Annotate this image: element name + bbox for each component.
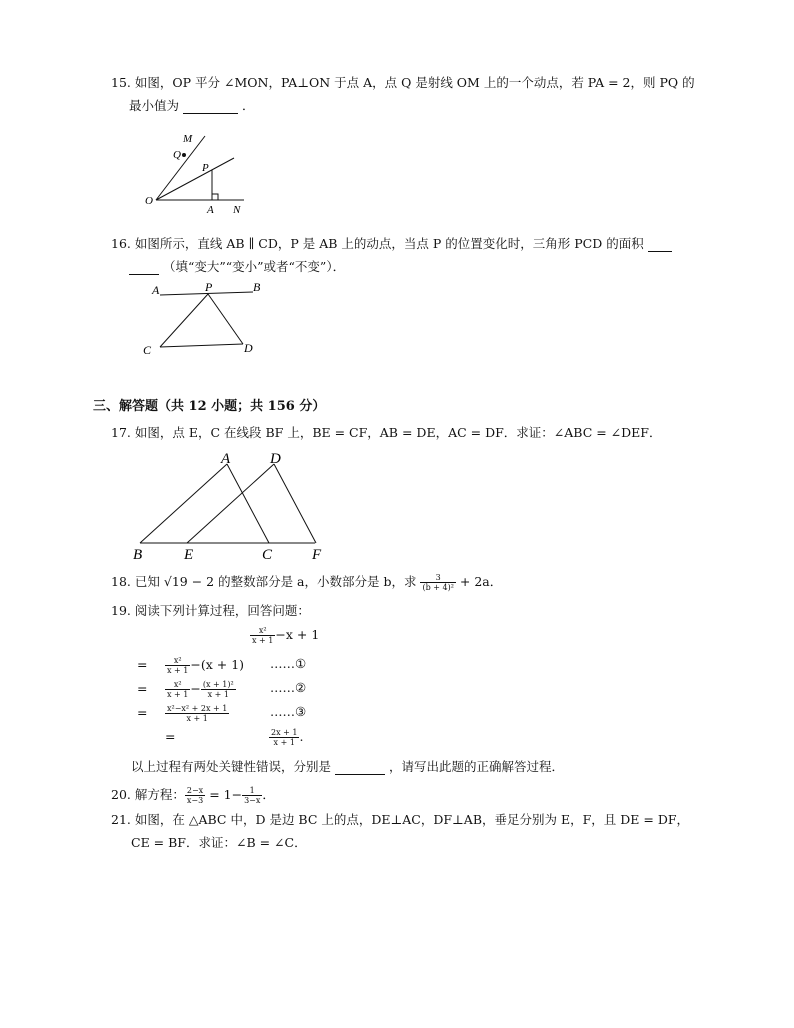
q19-expression	[250, 626, 319, 645]
q19-step1-eq: =	[137, 657, 148, 672]
q20-number: 20.	[111, 787, 131, 802]
q19-step2-num2: (x + 1)²	[202, 680, 234, 689]
q16-label-C: C	[143, 343, 152, 357]
q19-expr-num: x²	[250, 626, 275, 636]
q16-line1	[111, 236, 672, 252]
q18-fraction	[420, 573, 455, 592]
q16-label-D: D	[244, 341, 253, 355]
q19-step3-eq: =	[137, 705, 148, 720]
q19-step4-end: .	[299, 729, 304, 744]
section3-title: 三、解答题（共 12 小题；共 156 分）	[93, 399, 326, 414]
q15-label-N: N	[233, 204, 241, 216]
q16-answer-blank-part1[interactable]	[648, 251, 672, 252]
q19-step4	[165, 728, 303, 747]
q17-text: 如图，点 E，C 在线段 BF 上，BE = CF，AB = DE，AC = DF．求证：∠ABC = ∠DEF．	[134, 425, 662, 440]
q16-figure	[140, 280, 270, 360]
q21-text-line1: 如图，在 △ABC 中，D 是边 BC 上的点，DE⊥AC，DF⊥AB，垂足分别为 E，F，且 DE = DF，	[134, 812, 690, 827]
q15-label-M: M	[183, 133, 193, 145]
q19-step2-num1: x²	[165, 680, 190, 690]
q19-step1-mark: ……①	[270, 656, 307, 671]
q21-line1	[111, 812, 689, 828]
q16-label-P: P	[205, 280, 213, 294]
q18-number: 18.	[111, 574, 131, 589]
q19-step1-num: x²	[165, 656, 190, 666]
q19-step3-num: x²−x² + 2x + 1	[166, 704, 228, 713]
q19-step1	[137, 656, 307, 675]
q19-step4-den: x + 1	[273, 738, 295, 747]
q21-line2: CE = BF．求证：∠B = ∠C．	[131, 835, 307, 850]
q17-label-D: D	[270, 451, 281, 467]
q15-label-P: P	[202, 162, 209, 174]
q17-label-F: F	[312, 547, 322, 563]
q20-num1: 2−x	[186, 786, 204, 795]
q19-question-suffix: ，请写出此题的正确解答过程．	[388, 759, 564, 774]
q19-intro: 阅读下列计算过程，回答问题：	[134, 603, 310, 618]
q16-number: 16.	[111, 236, 131, 251]
q15-line2-prefix: 最小值为	[129, 98, 180, 113]
q19-step2-mark: ……②	[270, 680, 307, 695]
q17-figure	[130, 448, 330, 563]
q20-num2: 1	[242, 786, 262, 796]
q19-step2-den2: x + 1	[207, 690, 229, 699]
q15-number: 15.	[111, 75, 131, 90]
q20-line	[111, 786, 275, 805]
q16-line2-suffix: （填“变大”“变小”或者“不变”）．	[162, 259, 346, 274]
q15-text-line1: 如图，OP 平分 ∠MON，PA⊥ON 于点 A，点 Q 是射线 OM 上的一个动点，若 PA = 2，则 PQ 的	[134, 75, 695, 90]
q17-label-A: A	[221, 451, 231, 467]
q19-question-line	[131, 759, 564, 775]
q17-number: 17.	[111, 425, 131, 440]
q18-prefix: 已知 √19 − 2 的整数部分是 a，小数部分是 b，求	[134, 574, 417, 589]
q19-step1-den: x + 1	[166, 666, 189, 675]
q15-figure	[140, 128, 260, 218]
q15-line2-suffix: ．	[241, 98, 255, 113]
q15-line1	[111, 75, 695, 91]
q19-step4-num: 2x + 1	[270, 728, 298, 737]
q20-prefix: 解方程：	[134, 787, 185, 802]
q15-line2	[129, 98, 255, 114]
q16-line2	[129, 259, 345, 275]
q19-step3	[137, 704, 307, 723]
q20-den2: 3−x	[244, 796, 261, 805]
q19-intro-line	[111, 603, 310, 619]
q16-answer-blank-part2[interactable]	[129, 274, 159, 275]
q16-label-B: B	[253, 280, 261, 294]
q17-label-C: C	[262, 547, 273, 563]
q19-answer-blank[interactable]	[335, 774, 385, 775]
q21-number: 21.	[111, 812, 131, 827]
q19-step4-eq: =	[165, 729, 176, 744]
q19-step3-mark: ……③	[270, 704, 307, 719]
q15-label-Q: Q	[173, 149, 181, 161]
q20-den1: x−3	[186, 796, 204, 805]
q15-answer-blank[interactable]	[183, 113, 238, 114]
q19-step2-eq: =	[137, 681, 148, 696]
q17-label-E: E	[184, 547, 194, 563]
q19-step2	[137, 680, 307, 699]
q19-expr-rest: −x + 1	[275, 627, 320, 642]
q18-frac-den: (b + 4)²	[422, 583, 454, 592]
q20-suffix: ．	[262, 787, 275, 802]
q19-step2-minus: −	[190, 681, 201, 696]
q17-label-B: B	[133, 547, 143, 563]
q19-step1-rest: −(x + 1)	[190, 657, 245, 672]
q19-step2-den1: x + 1	[166, 690, 189, 699]
q18-frac-num: 3	[420, 573, 455, 583]
q19-question-prefix: 以上过程有两处关键性错误，分别是	[131, 759, 332, 774]
q19-expr-den: x + 1	[252, 636, 274, 645]
q16-label-A: A	[152, 283, 160, 297]
q15-label-O: O	[145, 195, 153, 207]
q20-mid: = 1−	[209, 787, 243, 802]
q18-line	[111, 573, 502, 592]
q17-line	[111, 425, 661, 441]
q16-text-line1: 如图所示，直线 AB ∥ CD，P 是 AB 上的动点，当点 P 的位置变化时，三角形 PCD 的面积	[134, 236, 644, 251]
q19-step3-den: x + 1	[186, 714, 208, 723]
q15-label-A: A	[207, 204, 214, 216]
q19-number: 19.	[111, 603, 131, 618]
q18-suffix: + 2a．	[459, 574, 503, 589]
